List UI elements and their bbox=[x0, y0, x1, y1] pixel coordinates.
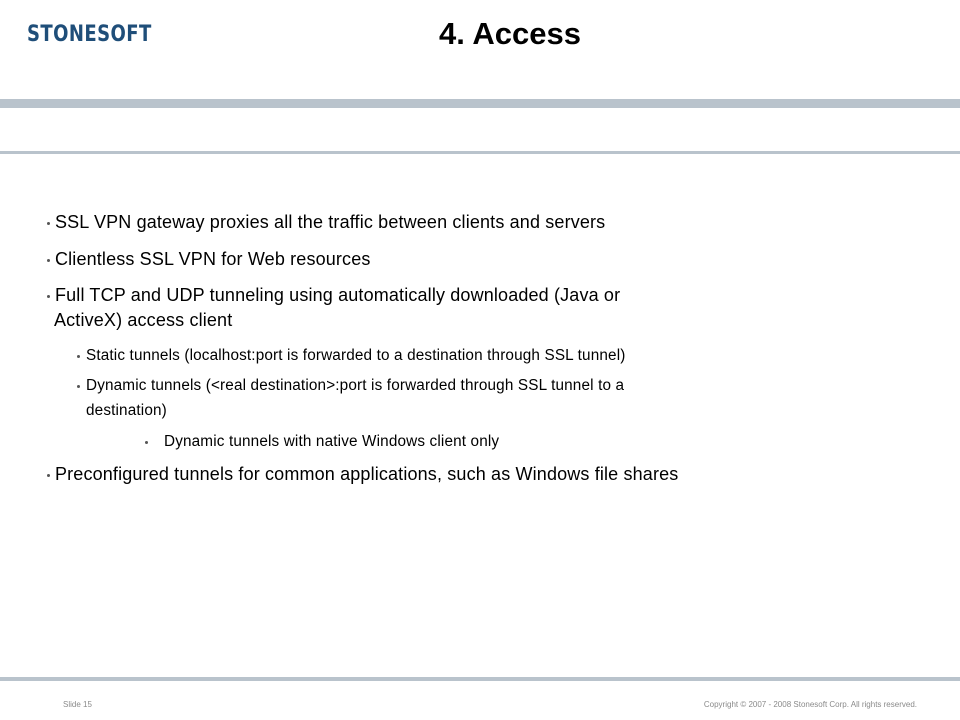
bullet-text: Preconfigured tunnels for common applications, such as Windows file shares bbox=[55, 464, 679, 484]
copyright-text: Copyright © 2007 - 2008 Stonesoft Corp. All rights reserved. bbox=[703, 700, 917, 709]
sub-bullet-item bbox=[86, 343, 625, 368]
bullet-dot-icon bbox=[47, 474, 50, 477]
sub-bullet-text: Dynamic tunnels (<real destination>:port is forwarded through SSL tunnel to a bbox=[86, 377, 625, 394]
sub-bullet-item bbox=[86, 373, 624, 423]
bullet-text: Clientless SSL VPN for Web resources bbox=[55, 249, 371, 269]
bullet-item bbox=[55, 283, 620, 333]
stonesoft-logo: STONESOFT bbox=[27, 22, 152, 47]
bullet-dot-icon bbox=[47, 222, 50, 225]
bullet-item bbox=[55, 247, 371, 272]
bullet-dot-icon bbox=[77, 355, 80, 358]
bullet-text-continuation: ActiveX) access client bbox=[54, 310, 233, 330]
bullet-dot-icon bbox=[47, 259, 50, 262]
sub-sub-bullet-item bbox=[164, 429, 499, 454]
sub-bullet-text: Static tunnels (localhost:port is forwarded to a destination through SSL tunnel) bbox=[86, 347, 626, 364]
bullet-item bbox=[55, 210, 605, 235]
bullet-item bbox=[55, 462, 678, 487]
header-divider-thick bbox=[0, 99, 960, 108]
sub-bullet-text-continuation: destination) bbox=[86, 402, 167, 419]
slide-number: Slide 15 bbox=[63, 700, 92, 709]
slide-title: 4. Access bbox=[439, 16, 581, 51]
bullet-dot-icon bbox=[145, 441, 148, 444]
footer-divider bbox=[0, 677, 960, 681]
header-divider-thin bbox=[0, 151, 960, 154]
bullet-text: SSL VPN gateway proxies all the traffic between clients and servers bbox=[55, 212, 606, 232]
bullet-dot-icon bbox=[77, 385, 80, 388]
bullet-text: Full TCP and UDP tunneling using automatically downloaded (Java or bbox=[55, 285, 621, 305]
bullet-dot-icon bbox=[47, 295, 50, 298]
sub-sub-bullet-text: Dynamic tunnels with native Windows client only bbox=[164, 433, 500, 450]
